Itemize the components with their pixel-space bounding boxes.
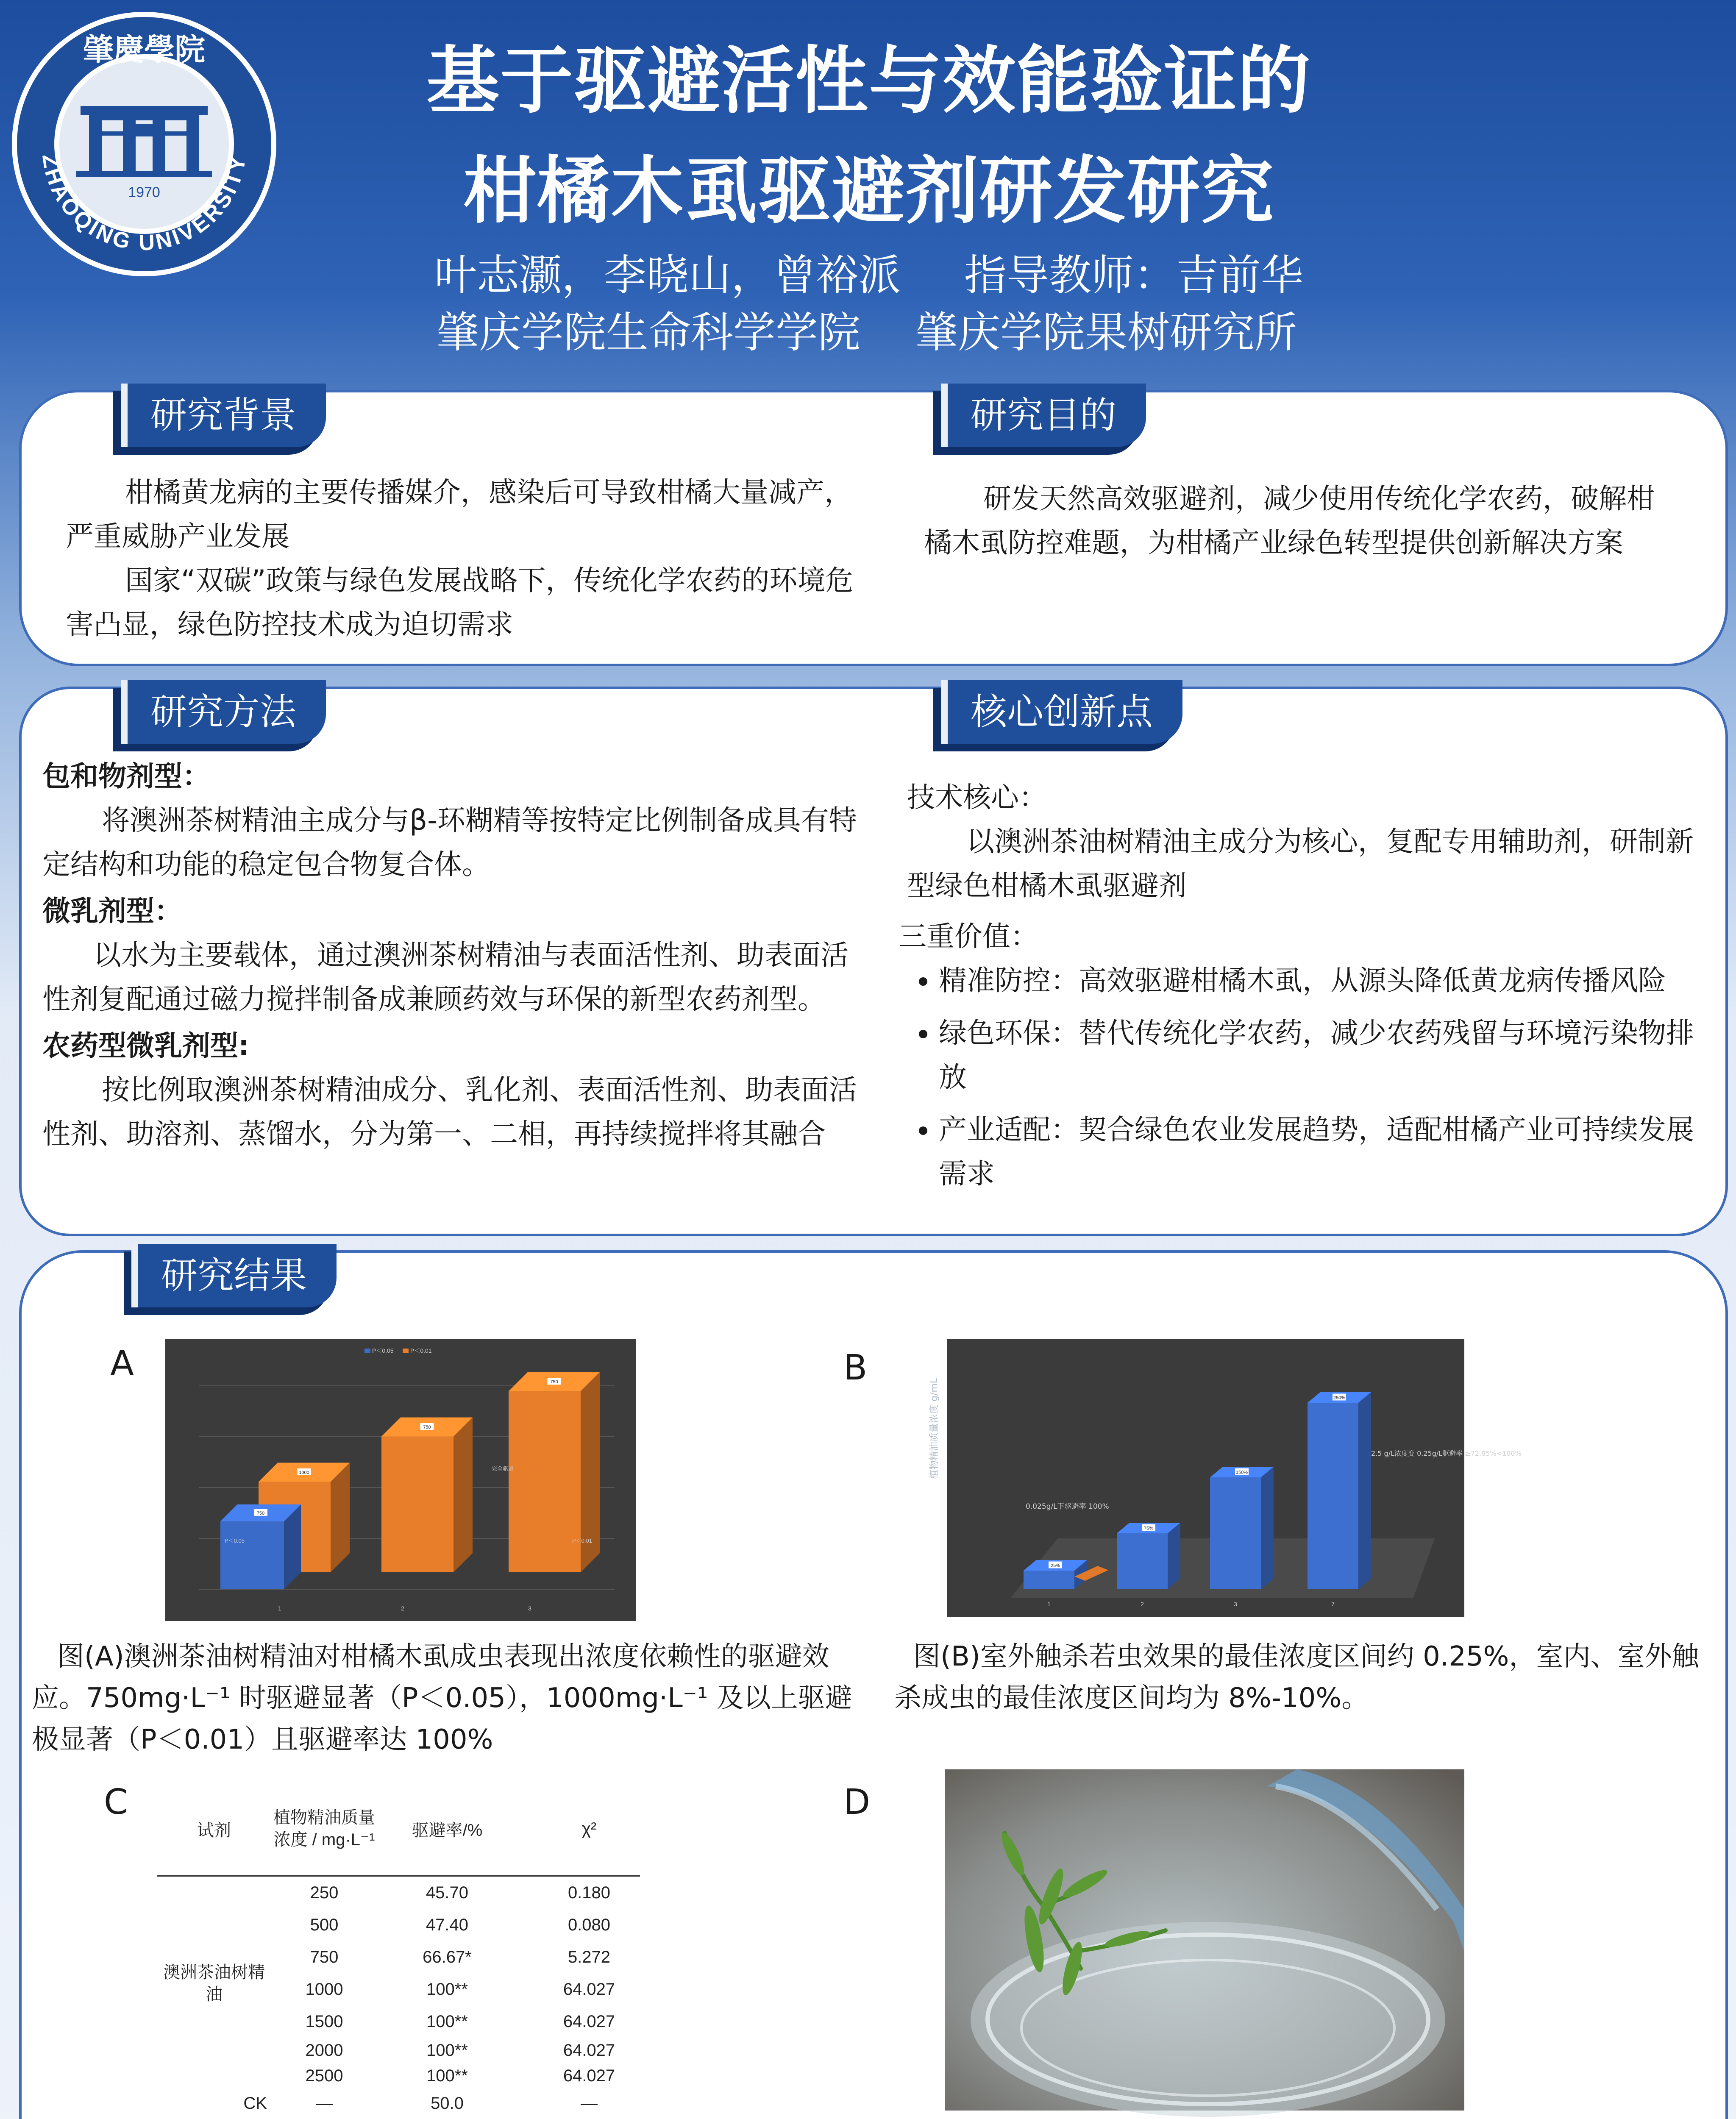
background-p2: 国家“双碳”政策与绿色发展战略下，传统化学农药的环境危害凸显，绿色防控技术成为迫切需求 <box>66 564 854 641</box>
authors: 叶志灏，李晓山，曾裕派 <box>434 250 901 300</box>
chart-a-legend-p005: P＜0.05 <box>372 1347 394 1354</box>
innovation-tech-text: 以澳洲茶油树精油主成分为核心，复配专用辅助剂，研制新型绿色柑橘木虱驱避剂 <box>907 825 1694 902</box>
table-row-ck: CK — 50.0 — <box>243 2094 598 2113</box>
chart-b-bar-7-label: 250% <box>1333 1395 1346 1401</box>
method-microemulsion-text: 以水为主要载体，通过澳洲茶树精油与表面活性剂、助表面活性剂复配通过磁力搅拌制备成兼顾药效与环保的新型农药剂型。 <box>42 939 849 1015</box>
table-row: 2000 100** 64.027 <box>305 2041 615 2060</box>
innovation-tech-label: 技术核心： <box>907 781 1047 814</box>
caption-b: 图(B)室外触杀若虫效果的最佳浓度区间约 0.25%，室内、室外触杀成虫的最佳浓度区间均为 8%-10%。 <box>894 1641 1699 1714</box>
figure-label-d: D <box>843 1782 871 1822</box>
chart-a-annotation-p001: P＜0.01 <box>572 1538 592 1544</box>
chart-b-bar-7 <box>1308 1392 1371 1589</box>
innovation-bullet-precision: • 精准防控：高效驱避柑橘木虱，从源头降低黄龙病传播风险 <box>939 959 1695 1003</box>
logo-year: 1970 <box>128 184 160 200</box>
chart-a-bar-p001-3-label: 750 <box>550 1379 558 1385</box>
innovation-bullet-green: • 绿色环保：替代传统化学农药，减少农药残留与环境污染物排放 <box>939 1011 1695 1099</box>
university-logo <box>8 8 280 280</box>
chart-a-bar-p001-2 <box>381 1418 473 1572</box>
affiliation-life-science: 肇庆学院生命科学学院 <box>437 308 860 357</box>
chart-b-tick-2: 2 <box>1141 1601 1144 1607</box>
caption-a: 图(A)澳洲茶油树精油对柑橘木虱成虫表现出浓度依赖性的驱避效应。750mg·L⁻¹ 时驱避显著（P＜0.05），1000mg·L⁻¹ 及以上驱避极显著（P＜0.01）且驱避率达 100% <box>32 1641 852 1755</box>
section-title-results: 研究结果 <box>131 1244 337 1307</box>
table-row: 1000 100** 64.027 <box>305 1980 615 1999</box>
advisor: 指导教师：吉前华 <box>964 250 1303 300</box>
table-row: 1500 100** 64.027 <box>305 2012 615 2031</box>
chart-a-annotation-p005: P＜0.05 <box>225 1538 245 1544</box>
objective-text: 研发天然高效驱避剂，减少使用传统化学农药，破解柑橘木虱防控难题，为柑橘产业绿色转型提供创新解决方案 <box>924 482 1655 559</box>
chart-a-legend-p001: P＜0.01 <box>410 1347 432 1354</box>
chart-a-bar-p001-1-label: 1000 <box>299 1470 309 1475</box>
table-c-header-rate: 驱避率/% <box>412 1821 483 1840</box>
figure-label-a: A <box>110 1343 134 1384</box>
logo-arc-text: ZHAOQING UNIVERSITY <box>37 152 251 256</box>
table-row: 2500 100** 64.027 <box>305 2066 615 2085</box>
background-text <box>66 470 871 647</box>
section-title-methods: 研究方法 <box>121 680 326 744</box>
table-c-header-reagent: 试剂 <box>197 1821 231 1840</box>
chart-a-annotation-complete: 完全驱避 <box>492 1466 514 1472</box>
method-inclusion-text: 将澳洲茶树精油主成分与β-环糊精等按特定比例制备成具有特定结构和功能的稳定包合物复合体。 <box>42 804 857 881</box>
table-c-body <box>157 1877 661 2118</box>
table-c-reagent-name: 澳洲茶油树精油 <box>163 1963 265 2004</box>
table-c-header <box>157 1782 661 1875</box>
method-inclusion-title: 包和物剂型： <box>42 760 210 793</box>
figure-label-c: C <box>104 1782 128 1822</box>
chart-b-annotation-low: 0.025g/L下驱避率 100% <box>1026 1502 1109 1511</box>
chart-b-bar-2-label: 75% <box>1143 1526 1154 1531</box>
chart-b-tick-1: 1 <box>1047 1601 1051 1607</box>
innovation-bullets <box>899 959 1695 1196</box>
chart-b <box>929 1339 1522 1617</box>
method-microemulsion-title: 微乳剂型： <box>42 895 182 927</box>
section-title-objective: 研究目的 <box>941 384 1146 447</box>
chart-b-bar-3 <box>1210 1467 1274 1589</box>
chart-a-tick-2: 2 <box>401 1605 404 1612</box>
method-pesticide-text: 按比例取澳洲茶树精油成分、乳化剂、表面活性剂、助表面活性剂、助溶剂、蒸馏水，分为第一、二相，再持续搅拌将其融合 <box>42 1073 857 1150</box>
affiliation-fruit-institute: 肇庆学院果树研究所 <box>915 308 1297 357</box>
chart-b-annotation-high: 2.5 g/L浓度变 0.25g/L驱避率 ≥72.85%<100% <box>1371 1449 1522 1457</box>
chart-b-bar-2 <box>1117 1523 1180 1589</box>
section-title-innovation: 核心创新点 <box>941 680 1182 744</box>
poster-title-line2: 柑橘木虱驱避剂研发研究 <box>463 148 1274 234</box>
table-row: 750 66.67* 5.272 <box>310 1947 611 1966</box>
chart-a <box>165 1339 636 1621</box>
chart-a-bar-p005-1 <box>220 1504 301 1589</box>
chart-a-tick-1: 1 <box>278 1605 281 1612</box>
chart-b-bar-3-label: 150% <box>1235 1470 1248 1475</box>
poster-title-line1: 基于驱避活性与效能验证的 <box>426 38 1311 123</box>
table-c-header-chi: χ² <box>581 1819 597 1838</box>
background-p1: 柑橘黄龙病的主要传播媒介，感染后可导致柑橘大量减产，严重威胁产业发展 <box>66 476 852 553</box>
innovation-text <box>899 776 1695 1204</box>
chart-b-ylabel: 植物精油质量浓度 g/mL <box>929 1378 940 1479</box>
photo-d-petri-dish <box>945 1769 1464 2111</box>
methods-text <box>42 754 873 1156</box>
chart-b-tick-7: 7 <box>1331 1601 1335 1607</box>
figure-label-b: B <box>843 1348 868 1388</box>
chart-b-bar-1 <box>1024 1560 1087 1589</box>
chart-b-tick-3: 3 <box>1234 1601 1237 1607</box>
table-row: 250 45.70 0.180 <box>310 1883 611 1902</box>
table-row: 500 47.40 0.080 <box>310 1915 611 1934</box>
innovation-bullet-industry: • 产业适配：契合绿色农业发展趋势，适配柑橘产业可持续发展需求 <box>939 1108 1695 1196</box>
chart-a-tick-3: 3 <box>528 1605 531 1612</box>
method-pesticide-title: 农药型微乳剂型: <box>42 1029 250 1062</box>
chart-b-bar-1-label: 25% <box>1050 1563 1060 1568</box>
chart-a-bar-p005-1-label: 750 <box>256 1510 265 1516</box>
innovation-value-label: 三重价值： <box>899 920 1038 953</box>
table-c <box>157 1782 661 2118</box>
logo-calligraphy: 肇慶學院 <box>83 31 206 67</box>
section-title-background: 研究背景 <box>121 384 326 447</box>
table-c-header-conc: 植物精油质量浓度 / mg·L⁻¹ <box>273 1808 375 1849</box>
chart-a-bar-p001-2-label: 750 <box>423 1425 431 1430</box>
